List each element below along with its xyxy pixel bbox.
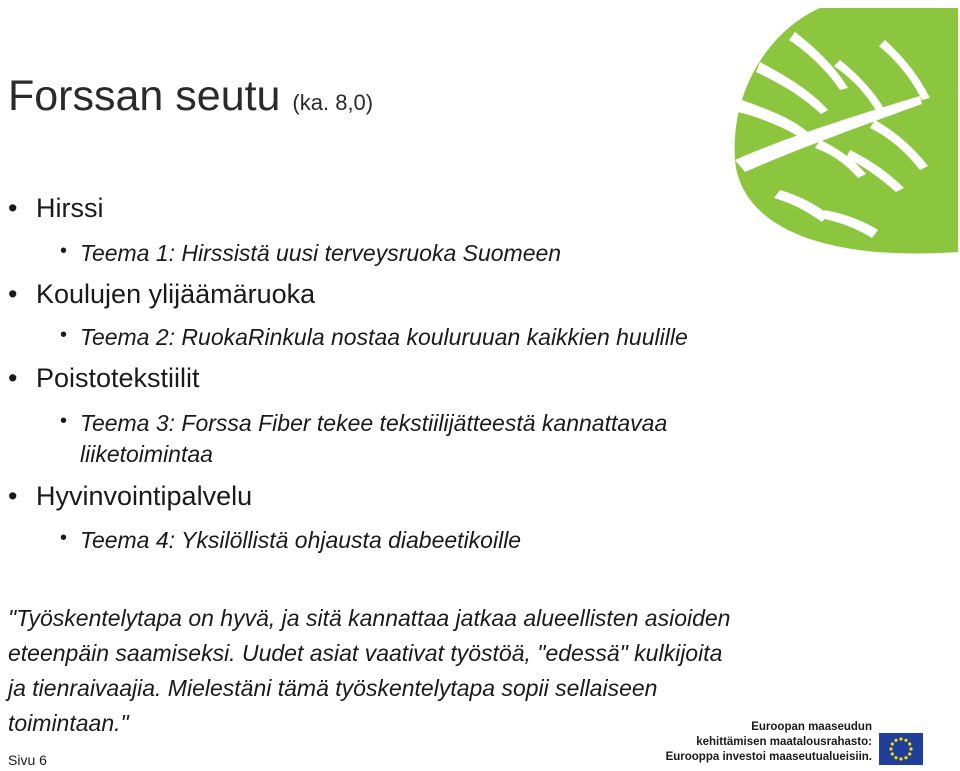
slide-title bbox=[8, 72, 373, 121]
bullet-label: Koulujen ylijäämäruoka bbox=[36, 279, 316, 309]
bullet-item-koulujen-ylijaamaruoka bbox=[8, 279, 316, 310]
bullet-label: Hyvinvointipalvelu bbox=[36, 481, 253, 511]
quote-line: ja tienraivaajia. Mielestäni tämä työskentelytapa sopii sellaiseen bbox=[8, 675, 658, 701]
title-main: Forssan seutu bbox=[8, 72, 281, 120]
title-sub: (ka. 8,0) bbox=[292, 90, 374, 115]
sub-bullet-teema-3 bbox=[60, 410, 668, 437]
sub-bullet-dot: • bbox=[60, 324, 68, 346]
bullet-dot: • bbox=[8, 481, 18, 511]
sub-bullet-teema-3-continuation bbox=[80, 441, 213, 468]
quote-line: toimintaan." bbox=[8, 710, 129, 736]
sub-bullet-text-line-1: Teema 3: Forssa Fiber tekee tekstiilijätteestä kannattavaa bbox=[80, 410, 668, 436]
eu-flag-icon bbox=[879, 733, 923, 765]
green-leaf-logo-icon bbox=[700, 0, 960, 330]
bullet-label: Poistotekstiilit bbox=[36, 363, 200, 393]
sub-bullet-dot: • bbox=[60, 410, 68, 432]
quote-line: eteenpäin saamiseksi. Uudet asiat vaativat työstöä, "edessä" kulkijoita bbox=[8, 640, 723, 666]
eu-funding-text bbox=[666, 720, 872, 765]
sub-bullet-teema-4 bbox=[60, 527, 522, 554]
bullet-label: Hirssi bbox=[36, 193, 104, 223]
sub-bullet-text: Teema 2: RuokaRinkula nostaa kouluruuan kaikkien huulille bbox=[80, 324, 688, 350]
sub-bullet-dot: • bbox=[60, 527, 68, 549]
bullet-dot: • bbox=[8, 363, 18, 393]
page-number: Sivu 6 bbox=[8, 752, 47, 768]
sub-bullet-text-line-2: liiketoimintaa bbox=[80, 441, 213, 467]
eu-text-line: Eurooppa investoi maaseutualueisiin. bbox=[665, 751, 872, 763]
sub-bullet-teema-2 bbox=[60, 324, 688, 351]
quote-line: "Työskentelytapa on hyvä, ja sitä kannattaa jatkaa alueellisten asioiden bbox=[8, 605, 731, 631]
sub-bullet-text: Teema 1: Hirssistä uusi terveysruoka Suomeen bbox=[80, 240, 562, 266]
bullet-dot: • bbox=[8, 193, 18, 223]
bullet-dot: • bbox=[8, 279, 18, 309]
sub-bullet-teema-1 bbox=[60, 240, 562, 267]
sub-bullet-dot: • bbox=[60, 240, 68, 262]
eu-text-line: Euroopan maaseudun bbox=[751, 721, 872, 733]
bullet-item-hirssi bbox=[8, 193, 104, 224]
bullet-item-poistotekstiilit bbox=[8, 363, 200, 394]
sub-bullet-text: Teema 4: Yksilöllistä ohjausta diabeetikoille bbox=[80, 527, 522, 553]
eu-text-line: kehittämisen maatalousrahasto: bbox=[696, 736, 872, 748]
bullet-item-hyvinvointipalvelu bbox=[8, 481, 253, 512]
